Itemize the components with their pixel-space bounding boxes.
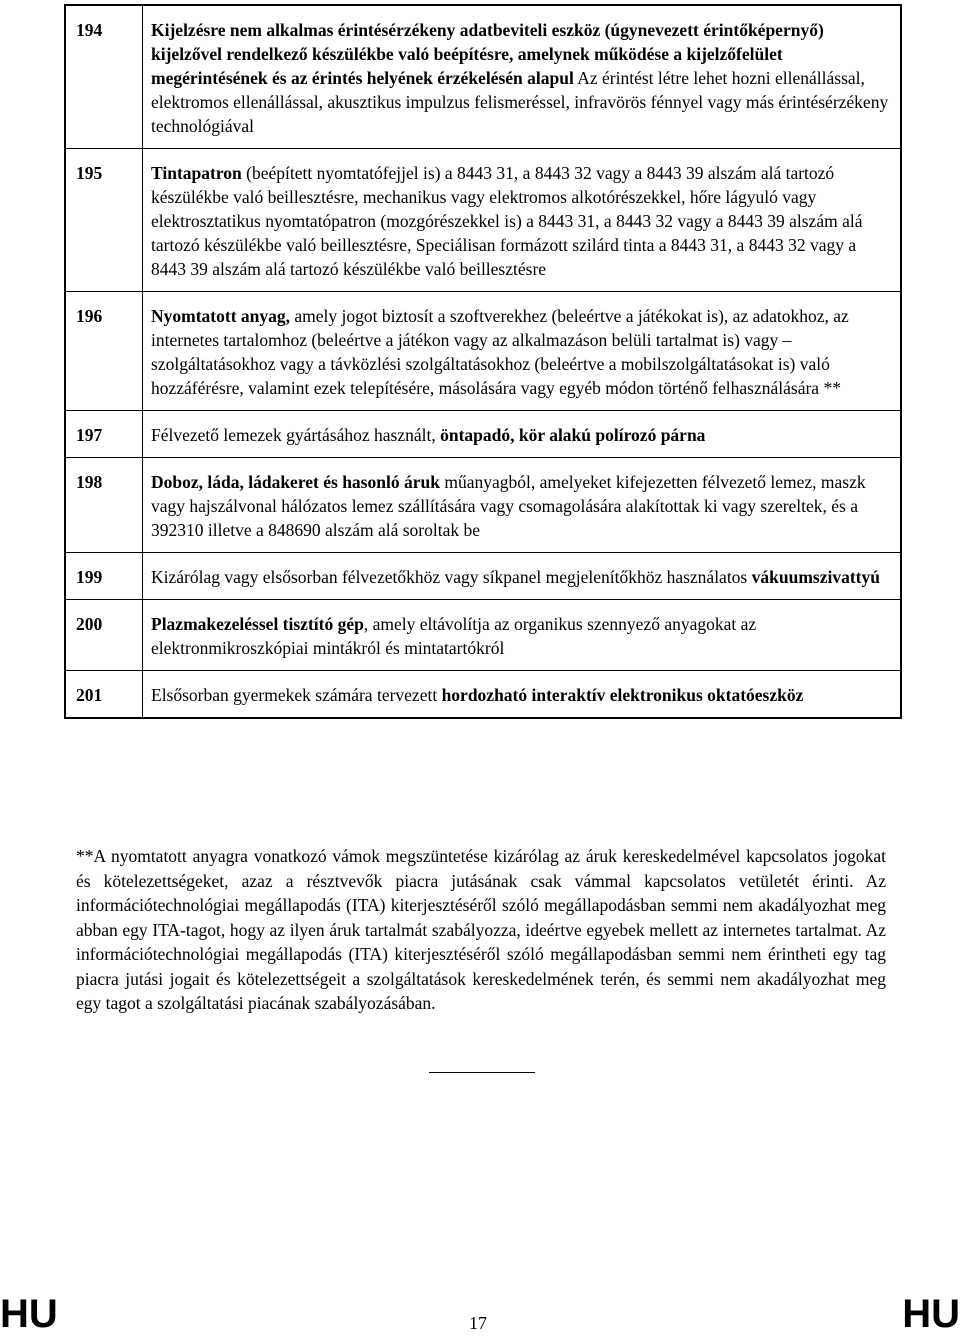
tariff-items-table bbox=[64, 4, 902, 719]
item-description-text: Kizárólag vagy elsősorban félvezetőkhöz vagy síkpanel megjelenítőkhöz használatos bbox=[151, 567, 752, 587]
item-description-bold: Doboz, láda, ládakeret és hasonló áruk bbox=[151, 472, 440, 492]
item-description-bold: öntapadó, kör alakú polírozó párna bbox=[440, 425, 706, 445]
item-description-text: amely jogot biztosít a szoftverekhez (beleértve a játékokat is), az adatokhoz, az internetes tartalomhoz (beleértve a játékon vagy az alkalmazáson belüli tartalmat is) vagy – szolgáltatásokhoz vagy a távközlési szolgáltatásokhoz (beleértve a mobilszolgáltatásokat is) való hozzáférésre, valamint ezek telepítésére, másolására vagy egyéb módon történő felhasználására ** bbox=[151, 306, 849, 398]
item-description-bold: Nyomtatott anyag, bbox=[151, 306, 291, 326]
tariff-items-body bbox=[65, 5, 901, 718]
table-row bbox=[65, 553, 901, 600]
item-description-bold: Plazmakezeléssel tisztító gép bbox=[151, 614, 364, 634]
table-row bbox=[65, 458, 901, 553]
item-description bbox=[143, 411, 902, 458]
item-description-text: (beépített nyomtatófejjel is) a 8443 31, a 8443 32 vagy a 8443 39 alszám alá tartozó készülékbe való beillesztésre, mechanikus vagy elektromos alkotórészekkel, hőre lágyuló vagy elektrosztatikus nyomtatópatron (mozgórészekkel is) a 8443 31, a 8443 32 vagy a 8443 39 alszám alá tartozó készülékbe való beillesztésre, Speciálisan formázott szilárd tinta a 8443 31, a 8443 32 vagy a 8443 39 alszám alá tartozó készülékbe való beillesztésre bbox=[151, 163, 863, 279]
item-number: 194 bbox=[65, 5, 143, 149]
page-number: 17 bbox=[469, 1313, 487, 1333]
item-description bbox=[143, 5, 902, 149]
item-description-bold: hordozható interaktív elektronikus oktatóeszköz bbox=[441, 685, 804, 705]
item-description bbox=[143, 553, 902, 600]
item-number: 196 bbox=[65, 292, 143, 411]
table-row bbox=[65, 671, 901, 719]
item-description bbox=[143, 600, 902, 671]
separator-rule bbox=[429, 1072, 535, 1073]
footer-language-left: HU bbox=[0, 1292, 58, 1336]
item-number: 201 bbox=[65, 671, 143, 719]
table-row bbox=[65, 411, 901, 458]
item-number: 200 bbox=[65, 600, 143, 671]
item-description-text: Elsősorban gyermekek számára tervezett bbox=[151, 685, 442, 705]
item-number: 195 bbox=[65, 149, 143, 292]
item-description-text: Félvezető lemezek gyártásához használt, bbox=[151, 425, 441, 445]
item-number: 198 bbox=[65, 458, 143, 553]
item-description-text: , amely eltávolítja az organikus szennyező anyagokat az elektronmikroszkópiai mintákról és mintatartókról bbox=[151, 614, 757, 658]
footer-language-right: HU bbox=[902, 1292, 960, 1336]
item-description-text: műanyagból, amelyeket kifejezetten félvezető lemez, maszk vagy hajszálvonal hálózatos lemez szállítására vagy csomagolására alakítottak ki vagy szereltek, és a 392310 illetve a 848690 alszám alá soroltak be bbox=[151, 472, 866, 540]
item-description-bold: Tintapatron bbox=[151, 163, 242, 183]
item-description bbox=[143, 671, 902, 719]
item-description bbox=[143, 149, 902, 292]
item-description bbox=[143, 458, 902, 553]
table-row bbox=[65, 5, 901, 149]
table-row bbox=[65, 600, 901, 671]
item-number: 197 bbox=[65, 411, 143, 458]
item-description-bold: Kijelzésre nem alkalmas érintésérzékeny adatbeviteli eszköz (úgynevezett érintőképernyő) kijelzővel rendelkező készülékbe való beépítésre, amelynek működése a kijelzőfelület megérintésének és az érintés helyének érzékelésén alapul bbox=[151, 20, 824, 88]
footnote: **A nyomtatott anyagra vonatkozó vámok megszüntetése kizárólag az áruk kereskedelmével kapcsolatos jogokat és kötelezettségeket, azaz a résztvevők piacra jutásának csak vámmal kapcsolatos vetületét érinti. Az információtechnológiai megállapodás (ITA) kiterjesztéséről szóló megállapodásban semmi nem akadályozhat meg abban egy ITA-tagot, hogy az ilyen áruk tartalmát szabályozza, ideértve egyebek mellett az internetes tartalmat. Az információtechnológiai megállapodás (ITA) kiterjesztéséről szóló megállapodásban semmi nem érintheti egy tag piacra jutási jogait és kötelezettségeit a szolgáltatások kereskedelmének terén, és semmi nem akadályozhat meg egy tagot a szolgáltatási piacának szabályozásában. bbox=[76, 846, 886, 1013]
item-description-bold: vákuumszivattyú bbox=[751, 567, 880, 587]
item-description-text: Az érintést létre lehet hozni ellenállással, elektromos ellenállással, akusztikus impulzus felismeréssel, infravörös fénnyel vagy más érintésérzékeny technológiával bbox=[151, 68, 889, 136]
item-number: 199 bbox=[65, 553, 143, 600]
table-row bbox=[65, 149, 901, 292]
item-description bbox=[143, 292, 902, 411]
table-row bbox=[65, 292, 901, 411]
